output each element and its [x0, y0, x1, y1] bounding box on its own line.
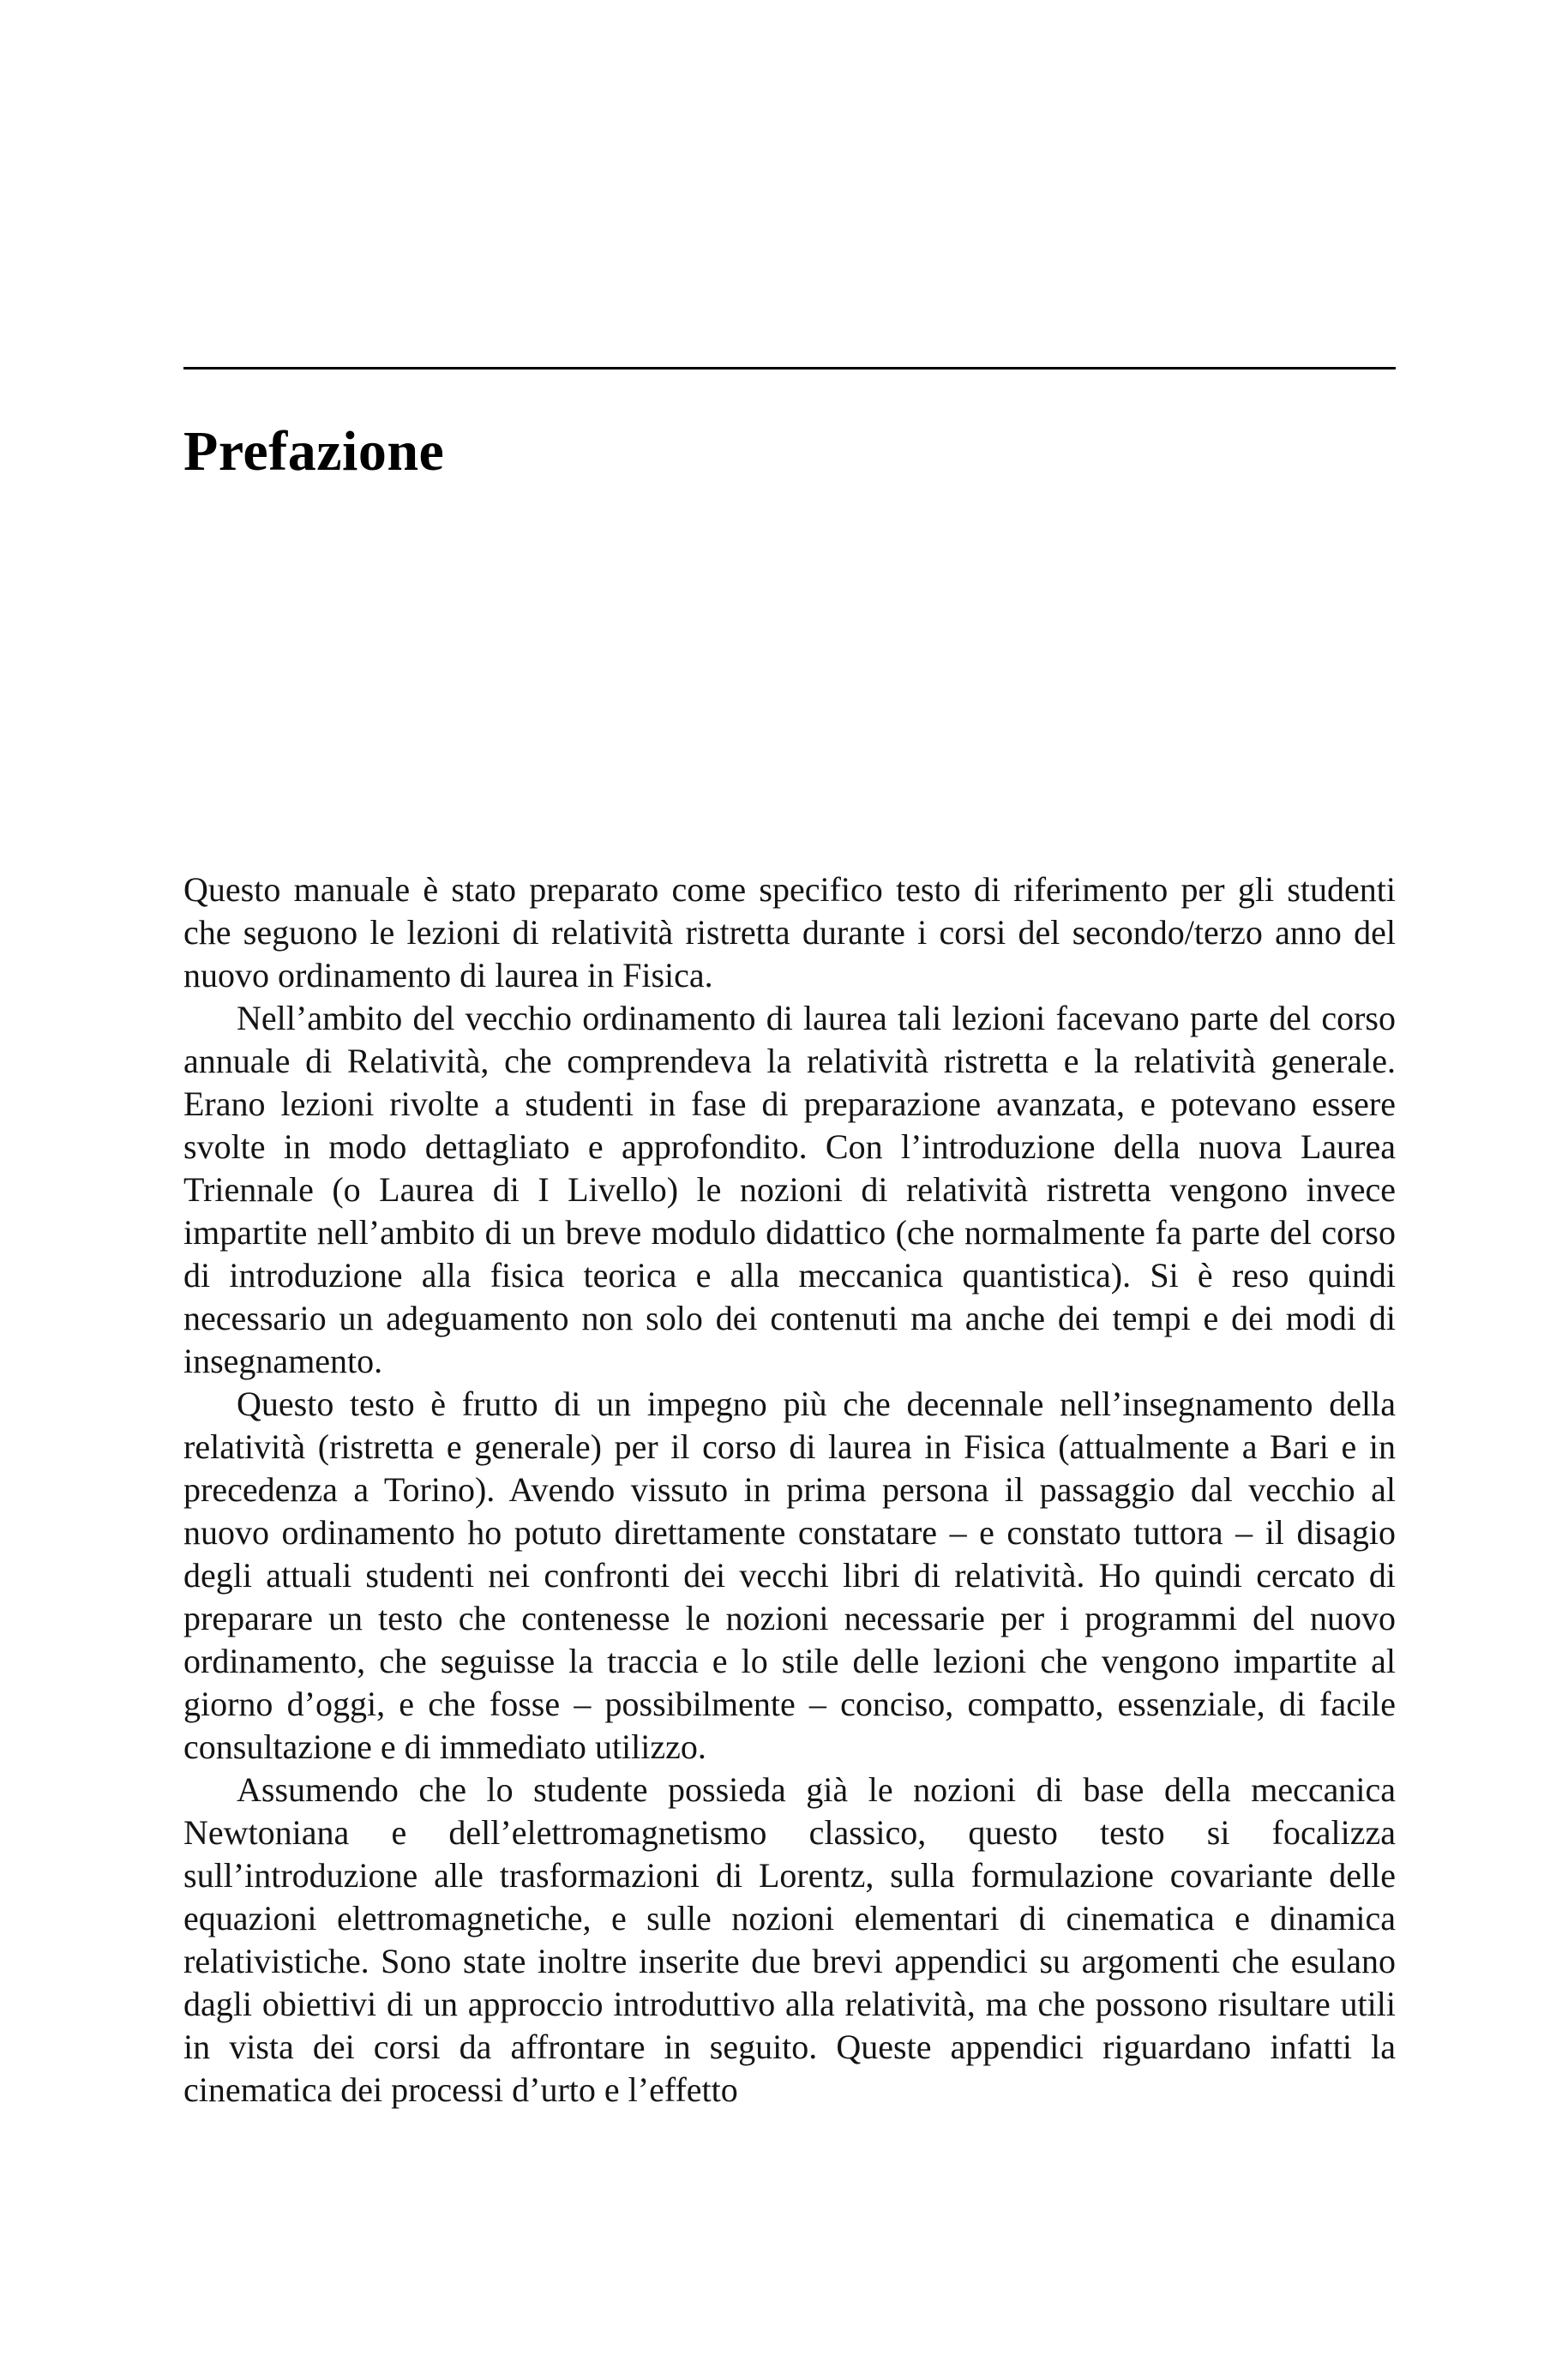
paragraph-1: Questo manuale è stato preparato come specifico testo di riferimento per gli studenti che seguono le lezioni di relatività ristretta durante i corsi del secondo/terzo anno del nuovo ordinamento di laurea in Fisica.	[183, 869, 1396, 994]
chapter-title-rule	[183, 367, 1396, 369]
paragraph-3: Questo testo è frutto di un impegno più che decennale nell’insegnamento della relatività (ristretta e generale) per il corso di laurea in Fisica (attualmente a Bari e in precedenza a Torino). Avendo vissuto in prima persona il passaggio dal vecchio al nuovo ordinamento ho potuto direttamente constatare – e constato tuttora – il disagio degli attuali studenti nei confronti dei vecchi libri di relatività. Ho quindi cercato di preparare un testo che contenesse le nozioni necessarie per i programmi del nuovo ordinamento, che seguisse la traccia e lo stile delle lezioni che vengono impartite al giorno d’oggi, e che fosse – possibilmente – conciso, compatto, essenziale, di facile consultazione e di immediato utilizzo.	[183, 1384, 1396, 1766]
page-title: Prefazione	[183, 420, 445, 483]
page-content	[183, 0, 1396, 2112]
preface-body	[183, 868, 1396, 2112]
paragraph-2: Nell’ambito del vecchio ordinamento di laurea tali lezioni facevano parte del corso annuale di Relatività, che comprendeva la relatività ristretta e la relatività generale. Erano lezioni rivolte a studenti in fase di preparazione avanzata, e potevano essere svolte in modo dettagliato e approfondito. Con l’introduzione della nuova Laurea Triennale (o Laurea di I Livello) le nozioni di relatività ristretta vengono invece impartite nell’ambito di un breve modulo didattico (che normalmente fa parte del corso di introduzione alla fisica teorica e alla meccanica quantistica). Si è reso quindi necessario un adeguamento non solo dei contenuti ma anche dei tempi e dei modi di insegnamento.	[183, 998, 1396, 1380]
paragraph-4: Assumendo che lo studente possieda già le nozioni di base della meccanica Newtoniana e dell’elettromagnetismo classico, questo testo si focalizza sull’introduzione alle trasformazioni di Lorentz, sulla formulazione covariante delle equazioni elettromagnetiche, e sulle nozioni elementari di cinematica e dinamica relativistiche. Sono state inoltre inserite due brevi appendici su argomenti che esulano dagli obiettivi di un approccio introduttivo alla relatività, ma che possono risultare utili in vista dei corsi da affrontare in seguito. Queste appendici riguardano infatti la cinematica dei processi d’urto e l’effetto	[183, 1769, 1396, 2109]
